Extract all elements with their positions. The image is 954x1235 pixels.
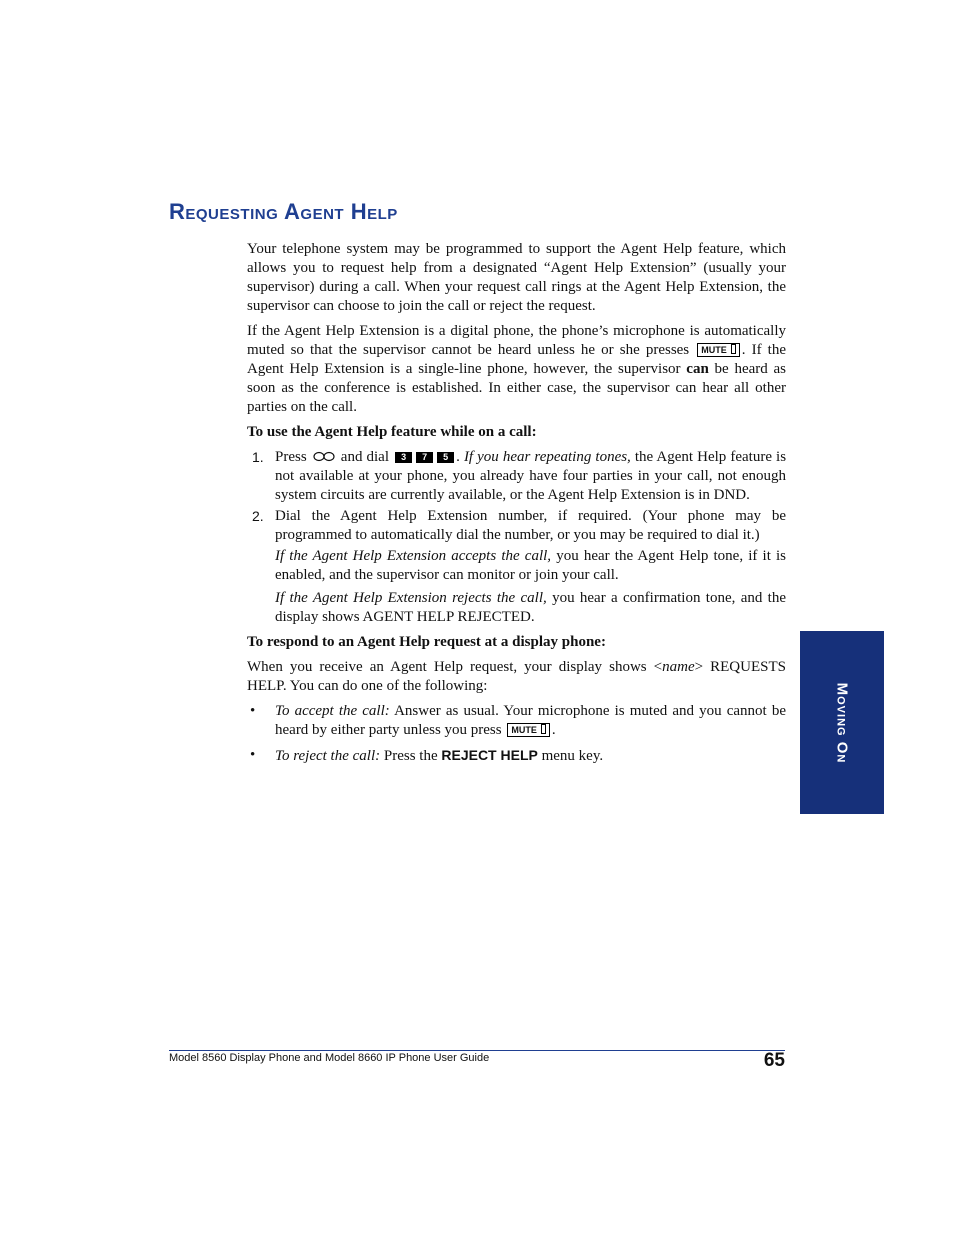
step-number: 1. xyxy=(252,449,264,465)
intro-paragraph-1: Your telephone system may be programmed to support the Agent Help feature, which allows you to request help from a designated “Agent Help Extension” (usually your supervisor) during a call. When your request call rings at the Agent Help Extension, the supervisor can choose to join the call or reject the request. xyxy=(247,241,786,314)
reject-help-menu-key: REJECT HELP xyxy=(441,747,538,763)
key-lamp-icon xyxy=(731,344,736,354)
dial-key-3: 3 xyxy=(395,452,412,463)
step-2: 2. Dial the Agent Help Extension number, if required. (Your phone may be programmed to automatically dial the number, or you may be required to dial it.) If the Agent Help Extension accepts the call, you hear the Agent Help tone, if it is enabled, and the supervisor can monitor or join your call. If the Agent Help Extension rejects the call, you hear a confirmation tone, and the display shows AGENT HELP REJECTED. xyxy=(252,508,787,625)
step-1: 1. Press and dial 3 7 5 . If you hear repeating tones, the Agent Help feature is not available at your phone, you already have four parties in your call, not enough system circuits are currently available, or the Agent Help Extension is in DND. xyxy=(252,449,787,503)
dial-key-7: 7 xyxy=(416,452,433,463)
respond-paragraph: When you receive an Agent Help request, your display shows <name> REQUESTS HELP. You can do one of the following: xyxy=(247,659,786,694)
footer-divider xyxy=(169,1050,785,1051)
emphasis-can: can xyxy=(686,361,709,377)
mute-key: MUTE xyxy=(697,343,740,357)
option-accept: • To accept the call: Answer as usual. Your microphone is muted and you cannot be heard by either party unless you press MUTE . xyxy=(250,703,786,738)
body-content xyxy=(247,240,786,772)
footer-guide-title: Model 8560 Display Phone and Model 8660 IP Phone User Guide xyxy=(169,1052,490,1064)
option-reject: • To reject the call: Press the REJECT HELP menu key. xyxy=(250,747,604,764)
bullet-icon: • xyxy=(250,703,256,719)
respond-heading: To respond to an Agent Help request at a display phone: xyxy=(247,634,606,650)
mute-key: MUTE xyxy=(507,723,550,737)
page-number: 65 xyxy=(763,1050,785,1071)
feature-key-icon xyxy=(313,451,335,462)
section-side-tab xyxy=(800,631,884,814)
steps-list xyxy=(247,448,786,627)
step-2-reject-note: If the Agent Help Extension rejects the call, you hear a confirmation tone, and the display shows AGENT HELP REJECTED. xyxy=(275,590,786,625)
dial-key-5: 5 xyxy=(437,452,454,463)
intro-paragraph-2: If the Agent Help Extension is a digital phone, the phone’s microphone is automatically muted so that the supervisor cannot be heard unless he or she presses MUTE . If the Agent Help Extension is a single-line phone, however, the supervisor can be heard as soon as the conference is established. In either case, the supervisor can hear all other parties on the call. xyxy=(247,323,787,415)
page-title: Requesting Agent Help xyxy=(169,199,398,224)
step-2-accept-note: If the Agent Help Extension accepts the call, you hear the Agent Help tone, if it is enabled, and the supervisor can monitor or join your call. xyxy=(275,548,787,583)
options-list xyxy=(247,702,786,766)
use-feature-heading: To use the Agent Help feature while on a call: xyxy=(247,424,537,440)
bullet-icon: • xyxy=(250,747,256,763)
key-lamp-icon xyxy=(541,724,546,734)
side-tab-label: Moving On xyxy=(833,682,851,763)
step-number: 2. xyxy=(252,508,264,524)
